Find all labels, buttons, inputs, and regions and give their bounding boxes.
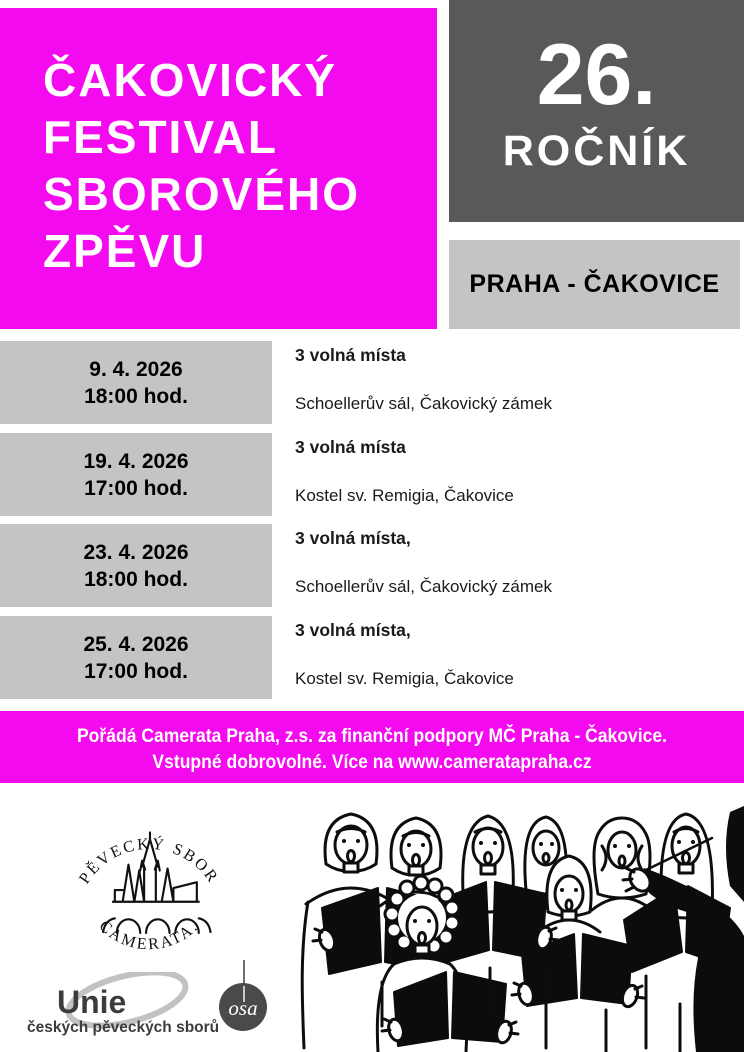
unie-subtitle: českých pěveckých sborů	[27, 1019, 220, 1036]
camerata-logo-top-text: PĚVECKÝ SBOR	[76, 835, 222, 888]
singer-bob-2	[391, 818, 441, 875]
schedule-date-1	[0, 341, 272, 424]
osa-logo	[218, 960, 268, 1034]
choir-illustration	[294, 790, 744, 1052]
schedule-date-3	[0, 524, 272, 607]
edition-block	[449, 0, 744, 222]
location-block	[449, 240, 740, 329]
date-text: 9. 4. 2026	[89, 357, 183, 381]
camerata-logo-bottom-text: CAMERATA.	[95, 917, 203, 954]
schedule-info-1	[295, 341, 735, 424]
time-text: 17:00 hod.	[84, 476, 188, 500]
banner-line-1: Pořádá Camerata Praha, z.s. za finanční podpory MČ Praha - Čakovice.	[76, 725, 668, 747]
title-line-1: ČAKOVICKÝ	[43, 54, 338, 106]
edition-number: 26.	[536, 27, 657, 123]
schedule-info-3	[295, 524, 735, 607]
schedule-date-4	[0, 616, 272, 699]
title-line-4: ZPĚVU	[43, 225, 207, 277]
venue-text: Schoellerův sál, Čakovický zámek	[295, 577, 552, 596]
date-text: 25. 4. 2026	[83, 632, 189, 656]
time-text: 18:00 hod.	[84, 384, 188, 408]
location-text: PRAHA - ČAKOVICE	[469, 270, 720, 298]
schedule-info-4	[295, 616, 735, 699]
organizer-banner	[0, 711, 744, 783]
unie-logo	[25, 972, 220, 1036]
availability-text: 3 volná místa	[295, 345, 406, 365]
title-line-2: FESTIVAL	[43, 111, 278, 163]
availability-text: 3 volná místa	[295, 437, 406, 457]
time-text: 17:00 hod.	[84, 659, 188, 683]
title-block	[0, 8, 437, 329]
banner-line-2: Vstupné dobrovolné. Více na www.cameratapraha.cz	[152, 751, 592, 773]
venue-text: Schoellerův sál, Čakovický zámek	[295, 394, 552, 413]
time-text: 18:00 hod.	[84, 567, 188, 591]
venue-text: Kostel sv. Remigia, Čakovice	[295, 669, 514, 688]
availability-text: 3 volná místa,	[295, 620, 411, 640]
date-text: 23. 4. 2026	[83, 540, 189, 564]
unie-title: Unie	[57, 984, 127, 1020]
osa-label: osa	[228, 996, 258, 1020]
venue-text: Kostel sv. Remigia, Čakovice	[295, 486, 514, 505]
singer-oval-face	[547, 856, 591, 920]
edition-label: ROČNÍK	[502, 127, 691, 175]
schedule-info-2	[295, 433, 735, 516]
availability-text: 3 volná místa,	[295, 528, 411, 548]
title-line-3: SBOROVÉHO	[43, 168, 361, 220]
camerata-choir-logo	[66, 808, 232, 974]
schedule-date-2	[0, 433, 272, 516]
date-text: 19. 4. 2026	[83, 449, 189, 473]
singer-bob-1	[325, 814, 377, 872]
